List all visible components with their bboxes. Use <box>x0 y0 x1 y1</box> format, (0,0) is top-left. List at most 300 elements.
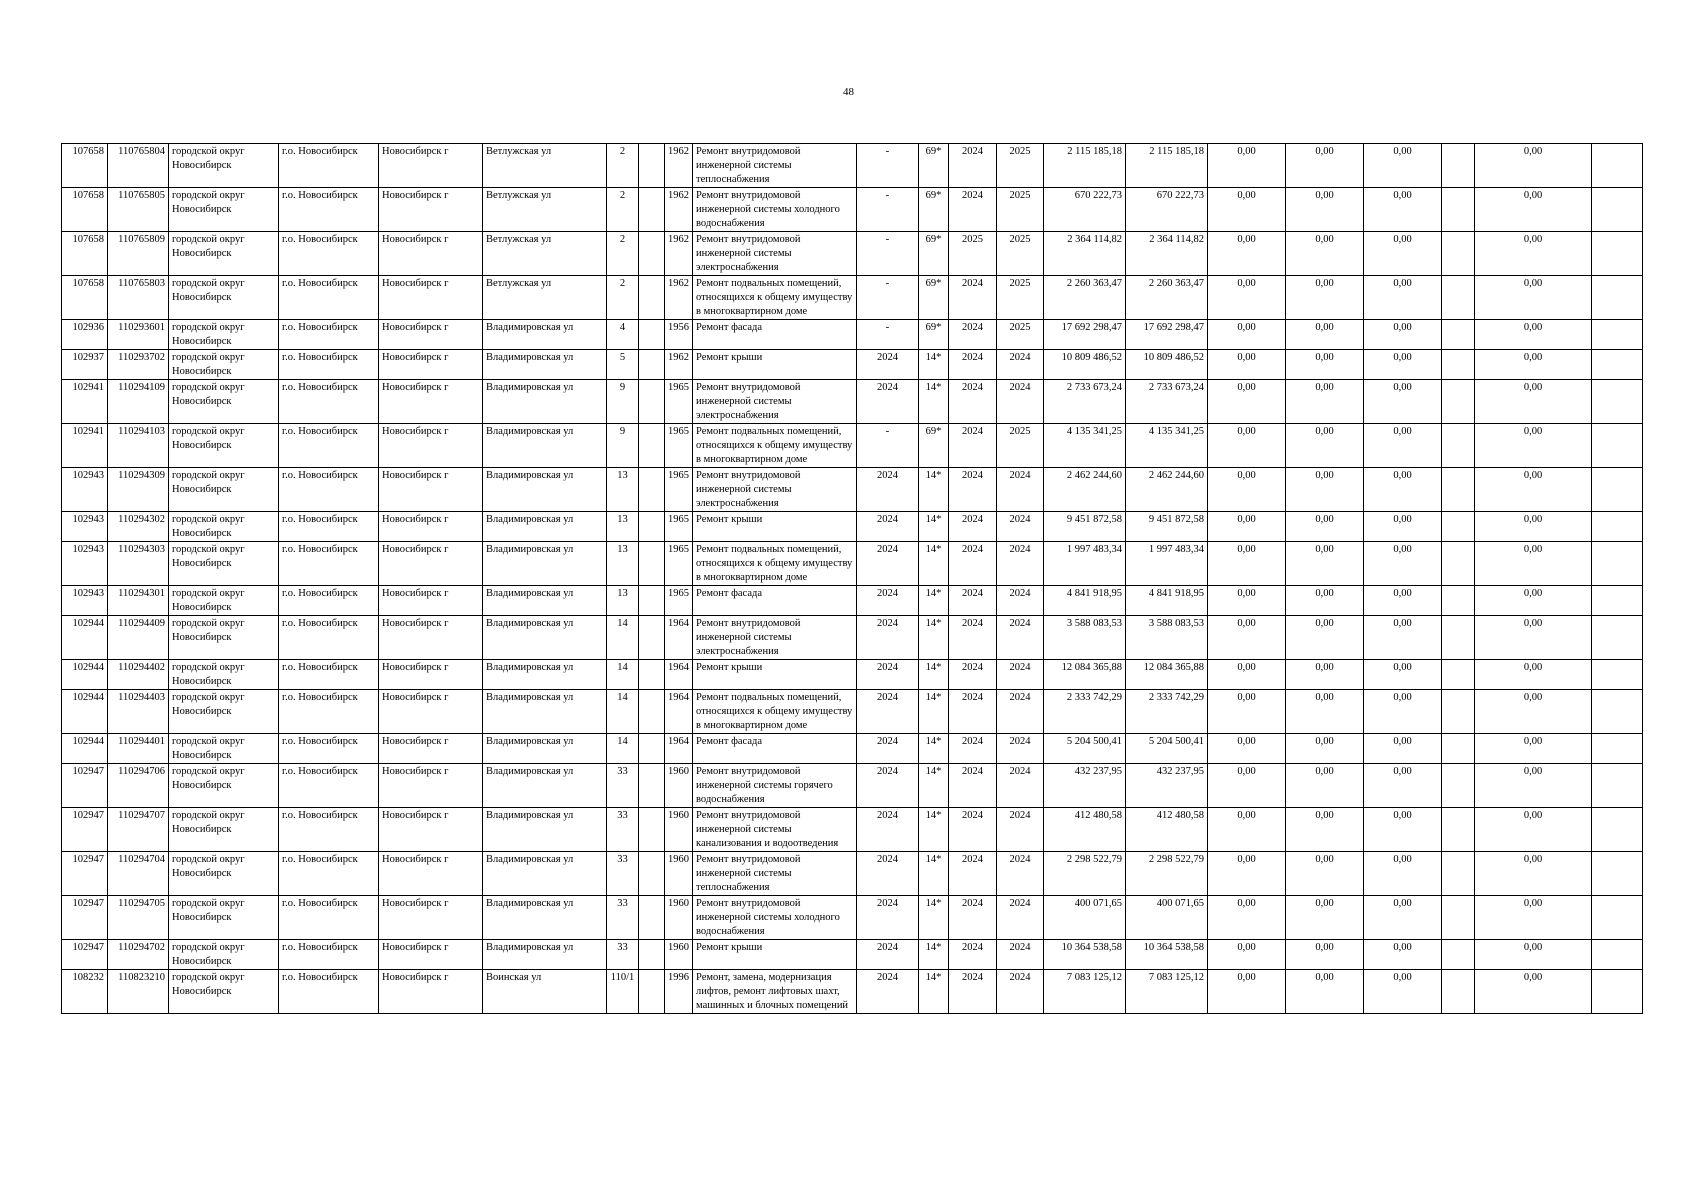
cell-note-code: 69* <box>919 144 949 188</box>
cell-planned-year: - <box>857 232 919 276</box>
cell-total-cost: 7 083 125,12 <box>1044 970 1126 1014</box>
cell-municipal-district: г.о. Новосибирск <box>279 350 379 380</box>
cell-start-year: 2024 <box>949 616 997 660</box>
cell-street: Владимировская ул <box>483 616 607 660</box>
cell-extra-col-last <box>1592 188 1643 232</box>
cell-start-year: 2024 <box>949 896 997 940</box>
cell-local-funds: 0,00 <box>1364 188 1442 232</box>
cell-end-year: 2024 <box>997 852 1044 896</box>
cell-note-code: 69* <box>919 232 949 276</box>
cell-extra-col <box>1442 734 1475 764</box>
cell-street: Владимировская ул <box>483 764 607 808</box>
cell-work-id: 110294707 <box>108 808 169 852</box>
cell-object-id: 102941 <box>62 380 108 424</box>
cell-total-cost: 10 809 486,52 <box>1044 350 1126 380</box>
cell-extra-col-last <box>1592 616 1643 660</box>
cell-federal-funds: 0,00 <box>1208 734 1286 764</box>
cell-work-id: 110294309 <box>108 468 169 512</box>
cell-planned-year: 2024 <box>857 970 919 1014</box>
cell-note-code: 14* <box>919 896 949 940</box>
cell-fund-cost: 2 462 244,60 <box>1126 468 1208 512</box>
cell-federal-funds: 0,00 <box>1208 188 1286 232</box>
cell-end-year: 2024 <box>997 970 1044 1014</box>
cell-regional-funds: 0,00 <box>1286 542 1364 586</box>
cell-object-id: 102947 <box>62 896 108 940</box>
cell-street: Владимировская ул <box>483 852 607 896</box>
cell-municipality: городской округ Новосибирск <box>169 690 279 734</box>
cell-planned-year: - <box>857 320 919 350</box>
table-row <box>62 690 1643 734</box>
cell-note-code: 14* <box>919 734 949 764</box>
cell-note-code: 69* <box>919 276 949 320</box>
cell-fund-cost: 412 480,58 <box>1126 808 1208 852</box>
cell-start-year: 2024 <box>949 940 997 970</box>
cell-house-number: 2 <box>607 188 639 232</box>
cell-start-year: 2024 <box>949 276 997 320</box>
cell-work-id: 110294409 <box>108 616 169 660</box>
cell-building <box>639 660 665 690</box>
cell-extra-col-last <box>1592 320 1643 350</box>
cell-municipality: городской округ Новосибирск <box>169 660 279 690</box>
cell-regional-funds: 0,00 <box>1286 188 1364 232</box>
cell-end-year: 2024 <box>997 542 1044 586</box>
cell-regional-funds: 0,00 <box>1286 616 1364 660</box>
cell-work-id: 110765804 <box>108 144 169 188</box>
cell-year-built: 1965 <box>665 542 693 586</box>
cell-total-cost: 2 462 244,60 <box>1044 468 1126 512</box>
cell-municipal-district: г.о. Новосибирск <box>279 852 379 896</box>
cell-fund-cost: 10 809 486,52 <box>1126 350 1208 380</box>
cell-federal-funds: 0,00 <box>1208 764 1286 808</box>
cell-note-code: 14* <box>919 940 949 970</box>
cell-settlement: Новосибирск г <box>379 276 483 320</box>
cell-note-code: 14* <box>919 616 949 660</box>
cell-start-year: 2024 <box>949 970 997 1014</box>
cell-settlement: Новосибирск г <box>379 690 483 734</box>
cell-fund-cost: 2 115 185,18 <box>1126 144 1208 188</box>
cell-fund-cost: 4 135 341,25 <box>1126 424 1208 468</box>
cell-building <box>639 690 665 734</box>
cell-total-cost: 400 071,65 <box>1044 896 1126 940</box>
cell-municipal-district: г.о. Новосибирск <box>279 276 379 320</box>
cell-work-type: Ремонт внутридомовой инженерной системы электроснабжения <box>693 232 857 276</box>
cell-local-funds: 0,00 <box>1364 896 1442 940</box>
cell-building <box>639 808 665 852</box>
cell-owner-funds: 0,00 <box>1475 542 1592 586</box>
cell-owner-funds: 0,00 <box>1475 188 1592 232</box>
cell-start-year: 2024 <box>949 542 997 586</box>
cell-planned-year: 2024 <box>857 350 919 380</box>
table-row <box>62 350 1643 380</box>
cell-federal-funds: 0,00 <box>1208 276 1286 320</box>
cell-owner-funds: 0,00 <box>1475 320 1592 350</box>
cell-year-built: 1965 <box>665 424 693 468</box>
cell-municipality: городской округ Новосибирск <box>169 852 279 896</box>
cell-year-built: 1964 <box>665 734 693 764</box>
cell-extra-col <box>1442 852 1475 896</box>
cell-fund-cost: 1 997 483,34 <box>1126 542 1208 586</box>
cell-street: Владимировская ул <box>483 660 607 690</box>
cell-municipal-district: г.о. Новосибирск <box>279 512 379 542</box>
cell-fund-cost: 4 841 918,95 <box>1126 586 1208 616</box>
cell-object-id: 102943 <box>62 468 108 512</box>
cell-owner-funds: 0,00 <box>1475 586 1592 616</box>
cell-owner-funds: 0,00 <box>1475 970 1592 1014</box>
cell-work-type: Ремонт подвальных помещений, относящихся к общему имуществу в многоквартирном доме <box>693 276 857 320</box>
cell-end-year: 2024 <box>997 940 1044 970</box>
cell-settlement: Новосибирск г <box>379 380 483 424</box>
cell-extra-col-last <box>1592 350 1643 380</box>
cell-house-number: 2 <box>607 276 639 320</box>
cell-owner-funds: 0,00 <box>1475 616 1592 660</box>
table-row <box>62 896 1643 940</box>
cell-local-funds: 0,00 <box>1364 424 1442 468</box>
table-body <box>62 144 1643 1014</box>
cell-extra-col <box>1442 512 1475 542</box>
cell-house-number: 4 <box>607 320 639 350</box>
cell-regional-funds: 0,00 <box>1286 970 1364 1014</box>
cell-extra-col <box>1442 542 1475 586</box>
cell-end-year: 2025 <box>997 320 1044 350</box>
cell-object-id: 107658 <box>62 232 108 276</box>
cell-note-code: 14* <box>919 852 949 896</box>
cell-municipality: городской округ Новосибирск <box>169 808 279 852</box>
cell-object-id: 107658 <box>62 188 108 232</box>
cell-owner-funds: 0,00 <box>1475 896 1592 940</box>
cell-house-number: 9 <box>607 380 639 424</box>
cell-settlement: Новосибирск г <box>379 616 483 660</box>
cell-house-number: 33 <box>607 764 639 808</box>
cell-year-built: 1960 <box>665 764 693 808</box>
cell-municipality: городской округ Новосибирск <box>169 144 279 188</box>
table-row <box>62 188 1643 232</box>
cell-object-id: 102947 <box>62 764 108 808</box>
cell-regional-funds: 0,00 <box>1286 808 1364 852</box>
cell-building <box>639 188 665 232</box>
table-row <box>62 808 1643 852</box>
cell-house-number: 13 <box>607 586 639 616</box>
cell-extra-col-last <box>1592 690 1643 734</box>
cell-note-code: 69* <box>919 188 949 232</box>
cell-federal-funds: 0,00 <box>1208 144 1286 188</box>
cell-local-funds: 0,00 <box>1364 616 1442 660</box>
cell-house-number: 33 <box>607 940 639 970</box>
cell-municipality: городской округ Новосибирск <box>169 970 279 1014</box>
cell-year-built: 1996 <box>665 970 693 1014</box>
cell-total-cost: 10 364 538,58 <box>1044 940 1126 970</box>
cell-year-built: 1960 <box>665 852 693 896</box>
cell-work-id: 110765803 <box>108 276 169 320</box>
cell-regional-funds: 0,00 <box>1286 512 1364 542</box>
cell-regional-funds: 0,00 <box>1286 380 1364 424</box>
cell-extra-col <box>1442 660 1475 690</box>
cell-local-funds: 0,00 <box>1364 380 1442 424</box>
cell-regional-funds: 0,00 <box>1286 734 1364 764</box>
cell-work-id: 110294704 <box>108 852 169 896</box>
cell-street: Владимировская ул <box>483 512 607 542</box>
cell-year-built: 1965 <box>665 380 693 424</box>
cell-municipality: городской округ Новосибирск <box>169 380 279 424</box>
cell-owner-funds: 0,00 <box>1475 512 1592 542</box>
cell-building <box>639 144 665 188</box>
cell-building <box>639 586 665 616</box>
cell-fund-cost: 2 333 742,29 <box>1126 690 1208 734</box>
cell-building <box>639 940 665 970</box>
cell-extra-col-last <box>1592 808 1643 852</box>
cell-extra-col <box>1442 188 1475 232</box>
cell-street: Воинская ул <box>483 970 607 1014</box>
cell-total-cost: 1 997 483,34 <box>1044 542 1126 586</box>
cell-extra-col <box>1442 380 1475 424</box>
cell-federal-funds: 0,00 <box>1208 896 1286 940</box>
cell-end-year: 2024 <box>997 734 1044 764</box>
cell-object-id: 102937 <box>62 350 108 380</box>
cell-local-funds: 0,00 <box>1364 542 1442 586</box>
cell-extra-col-last <box>1592 852 1643 896</box>
cell-extra-col-last <box>1592 144 1643 188</box>
cell-federal-funds: 0,00 <box>1208 468 1286 512</box>
cell-local-funds: 0,00 <box>1364 468 1442 512</box>
cell-year-built: 1962 <box>665 276 693 320</box>
cell-object-id: 102943 <box>62 542 108 586</box>
cell-year-built: 1965 <box>665 468 693 512</box>
cell-owner-funds: 0,00 <box>1475 764 1592 808</box>
cell-end-year: 2025 <box>997 276 1044 320</box>
cell-federal-funds: 0,00 <box>1208 690 1286 734</box>
cell-regional-funds: 0,00 <box>1286 232 1364 276</box>
cell-municipal-district: г.о. Новосибирск <box>279 468 379 512</box>
cell-note-code: 14* <box>919 380 949 424</box>
cell-extra-col-last <box>1592 542 1643 586</box>
cell-federal-funds: 0,00 <box>1208 512 1286 542</box>
cell-year-built: 1964 <box>665 616 693 660</box>
cell-municipality: городской округ Новосибирск <box>169 424 279 468</box>
cell-work-id: 110294702 <box>108 940 169 970</box>
cell-building <box>639 468 665 512</box>
cell-extra-col <box>1442 424 1475 468</box>
cell-object-id: 102947 <box>62 852 108 896</box>
cell-end-year: 2024 <box>997 512 1044 542</box>
page-number: 48 <box>843 86 854 98</box>
cell-street: Владимировская ул <box>483 320 607 350</box>
cell-object-id: 102944 <box>62 660 108 690</box>
cell-total-cost: 2 733 673,24 <box>1044 380 1126 424</box>
cell-settlement: Новосибирск г <box>379 350 483 380</box>
cell-work-type: Ремонт крыши <box>693 350 857 380</box>
cell-owner-funds: 0,00 <box>1475 690 1592 734</box>
cell-fund-cost: 400 071,65 <box>1126 896 1208 940</box>
cell-start-year: 2024 <box>949 852 997 896</box>
cell-fund-cost: 2 298 522,79 <box>1126 852 1208 896</box>
cell-street: Владимировская ул <box>483 542 607 586</box>
cell-municipality: городской округ Новосибирск <box>169 350 279 380</box>
cell-total-cost: 2 298 522,79 <box>1044 852 1126 896</box>
cell-note-code: 14* <box>919 542 949 586</box>
table-row <box>62 424 1643 468</box>
cell-work-id: 110823210 <box>108 970 169 1014</box>
cell-street: Ветлужская ул <box>483 144 607 188</box>
cell-municipal-district: г.о. Новосибирск <box>279 970 379 1014</box>
cell-total-cost: 670 222,73 <box>1044 188 1126 232</box>
table-row <box>62 764 1643 808</box>
cell-extra-col <box>1442 232 1475 276</box>
cell-regional-funds: 0,00 <box>1286 586 1364 616</box>
cell-regional-funds: 0,00 <box>1286 940 1364 970</box>
cell-planned-year: 2024 <box>857 512 919 542</box>
cell-end-year: 2025 <box>997 424 1044 468</box>
cell-municipal-district: г.о. Новосибирск <box>279 380 379 424</box>
cell-end-year: 2025 <box>997 188 1044 232</box>
cell-municipal-district: г.о. Новосибирск <box>279 616 379 660</box>
cell-work-type: Ремонт подвальных помещений, относящихся к общему имуществу в многоквартирном доме <box>693 424 857 468</box>
cell-year-built: 1962 <box>665 188 693 232</box>
table-row <box>62 970 1643 1014</box>
cell-note-code: 14* <box>919 512 949 542</box>
cell-object-id: 102944 <box>62 616 108 660</box>
cell-building <box>639 970 665 1014</box>
cell-house-number: 33 <box>607 852 639 896</box>
cell-total-cost: 2 333 742,29 <box>1044 690 1126 734</box>
table-row <box>62 542 1643 586</box>
cell-regional-funds: 0,00 <box>1286 424 1364 468</box>
cell-extra-col-last <box>1592 512 1643 542</box>
cell-fund-cost: 2 260 363,47 <box>1126 276 1208 320</box>
cell-municipality: городской округ Новосибирск <box>169 734 279 764</box>
cell-regional-funds: 0,00 <box>1286 468 1364 512</box>
cell-start-year: 2024 <box>949 144 997 188</box>
cell-house-number: 14 <box>607 616 639 660</box>
cell-settlement: Новосибирск г <box>379 940 483 970</box>
cell-house-number: 2 <box>607 144 639 188</box>
cell-municipality: городской округ Новосибирск <box>169 940 279 970</box>
cell-settlement: Новосибирск г <box>379 144 483 188</box>
cell-local-funds: 0,00 <box>1364 690 1442 734</box>
cell-municipality: городской округ Новосибирск <box>169 764 279 808</box>
cell-local-funds: 0,00 <box>1364 586 1442 616</box>
cell-start-year: 2024 <box>949 350 997 380</box>
cell-federal-funds: 0,00 <box>1208 616 1286 660</box>
cell-municipality: городской округ Новосибирск <box>169 188 279 232</box>
cell-total-cost: 17 692 298,47 <box>1044 320 1126 350</box>
cell-settlement: Новосибирск г <box>379 896 483 940</box>
cell-planned-year: 2024 <box>857 616 919 660</box>
cell-year-built: 1964 <box>665 690 693 734</box>
cell-municipality: городской округ Новосибирск <box>169 512 279 542</box>
cell-planned-year: 2024 <box>857 660 919 690</box>
cell-fund-cost: 17 692 298,47 <box>1126 320 1208 350</box>
cell-extra-col-last <box>1592 424 1643 468</box>
cell-house-number: 13 <box>607 512 639 542</box>
cell-municipality: городской округ Новосибирск <box>169 542 279 586</box>
cell-work-type: Ремонт фасада <box>693 320 857 350</box>
cell-settlement: Новосибирск г <box>379 188 483 232</box>
cell-note-code: 14* <box>919 660 949 690</box>
cell-building <box>639 896 665 940</box>
cell-year-built: 1965 <box>665 512 693 542</box>
cell-extra-col <box>1442 690 1475 734</box>
cell-end-year: 2025 <box>997 144 1044 188</box>
cell-municipality: городской округ Новосибирск <box>169 616 279 660</box>
cell-year-built: 1960 <box>665 940 693 970</box>
cell-planned-year: 2024 <box>857 542 919 586</box>
table-row <box>62 512 1643 542</box>
cell-total-cost: 412 480,58 <box>1044 808 1126 852</box>
cell-local-funds: 0,00 <box>1364 276 1442 320</box>
cell-settlement: Новосибирск г <box>379 468 483 512</box>
cell-local-funds: 0,00 <box>1364 940 1442 970</box>
cell-municipal-district: г.о. Новосибирск <box>279 808 379 852</box>
cell-extra-col <box>1442 616 1475 660</box>
cell-extra-col-last <box>1592 660 1643 690</box>
cell-year-built: 1960 <box>665 808 693 852</box>
cell-municipal-district: г.о. Новосибирск <box>279 542 379 586</box>
cell-total-cost: 4 841 918,95 <box>1044 586 1126 616</box>
cell-work-id: 110294103 <box>108 424 169 468</box>
cell-start-year: 2024 <box>949 512 997 542</box>
cell-settlement: Новосибирск г <box>379 542 483 586</box>
cell-year-built: 1962 <box>665 144 693 188</box>
cell-work-type: Ремонт подвальных помещений, относящихся к общему имуществу в многоквартирном доме <box>693 690 857 734</box>
cell-note-code: 14* <box>919 586 949 616</box>
table-row <box>62 144 1643 188</box>
cell-planned-year: - <box>857 144 919 188</box>
cell-building <box>639 380 665 424</box>
cell-planned-year: - <box>857 276 919 320</box>
cell-owner-funds: 0,00 <box>1475 424 1592 468</box>
cell-end-year: 2024 <box>997 808 1044 852</box>
cell-extra-col-last <box>1592 586 1643 616</box>
cell-start-year: 2024 <box>949 468 997 512</box>
cell-end-year: 2024 <box>997 468 1044 512</box>
cell-owner-funds: 0,00 <box>1475 232 1592 276</box>
table-row <box>62 940 1643 970</box>
cell-work-id: 110765805 <box>108 188 169 232</box>
cell-extra-col <box>1442 940 1475 970</box>
cell-extra-col <box>1442 970 1475 1014</box>
cell-municipality: городской округ Новосибирск <box>169 586 279 616</box>
cell-work-id: 110293601 <box>108 320 169 350</box>
cell-owner-funds: 0,00 <box>1475 940 1592 970</box>
cell-planned-year: 2024 <box>857 896 919 940</box>
cell-regional-funds: 0,00 <box>1286 276 1364 320</box>
cell-work-type: Ремонт внутридомовой инженерной системы холодного водоснабжения <box>693 896 857 940</box>
cell-federal-funds: 0,00 <box>1208 660 1286 690</box>
cell-extra-col-last <box>1592 380 1643 424</box>
cell-federal-funds: 0,00 <box>1208 970 1286 1014</box>
cell-start-year: 2024 <box>949 424 997 468</box>
cell-municipality: городской округ Новосибирск <box>169 468 279 512</box>
cell-settlement: Новосибирск г <box>379 970 483 1014</box>
cell-owner-funds: 0,00 <box>1475 852 1592 896</box>
cell-regional-funds: 0,00 <box>1286 144 1364 188</box>
cell-federal-funds: 0,00 <box>1208 542 1286 586</box>
cell-owner-funds: 0,00 <box>1475 660 1592 690</box>
table-row <box>62 734 1643 764</box>
cell-settlement: Новосибирск г <box>379 512 483 542</box>
table-row <box>62 660 1643 690</box>
cell-work-type: Ремонт внутридомовой инженерной системы горячего водоснабжения <box>693 764 857 808</box>
cell-total-cost: 432 237,95 <box>1044 764 1126 808</box>
cell-end-year: 2024 <box>997 660 1044 690</box>
cell-start-year: 2024 <box>949 188 997 232</box>
cell-regional-funds: 0,00 <box>1286 896 1364 940</box>
cell-local-funds: 0,00 <box>1364 660 1442 690</box>
cell-owner-funds: 0,00 <box>1475 380 1592 424</box>
cell-end-year: 2024 <box>997 896 1044 940</box>
cell-municipal-district: г.о. Новосибирск <box>279 690 379 734</box>
cell-year-built: 1965 <box>665 586 693 616</box>
cell-object-id: 107658 <box>62 276 108 320</box>
